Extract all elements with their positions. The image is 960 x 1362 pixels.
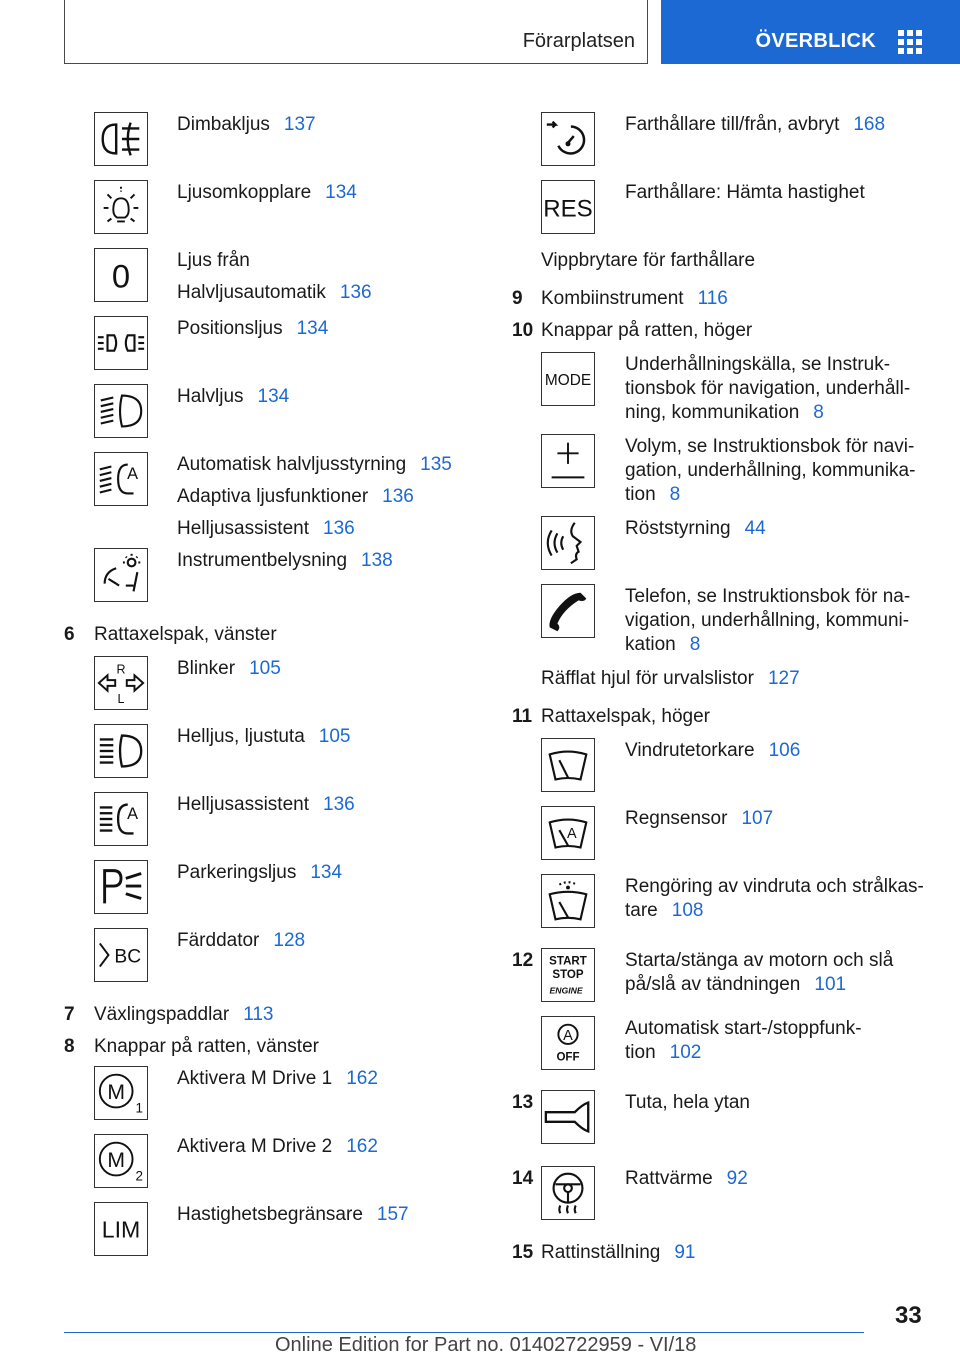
page-ref[interactable]: 113 — [243, 1004, 274, 1025]
page-ref[interactable]: 127 — [767, 668, 800, 689]
page-ref[interactable]: 134 — [257, 386, 290, 407]
page-ref[interactable]: 8 — [813, 402, 824, 423]
page-ref[interactable]: 162 — [346, 1136, 378, 1157]
entry-phone-l1: Telefon, se Instruktionsbok för na- — [625, 586, 911, 607]
high-beam-icon — [94, 724, 148, 778]
svg-text:A: A — [563, 1028, 573, 1045]
page-ref[interactable]: 157 — [376, 1204, 409, 1225]
page-ref[interactable]: 8 — [689, 634, 701, 655]
m-drive-2-icon — [94, 1134, 148, 1188]
page-ref[interactable]: 134 — [310, 862, 343, 883]
rain-sensor-icon — [541, 806, 595, 860]
svg-text:START: START — [549, 955, 587, 968]
entry-auto-start-stop-l2: tion 102 — [625, 1042, 702, 1063]
speed-limiter-icon — [94, 1202, 148, 1256]
section-title: Förarplatsen — [522, 30, 635, 52]
auto-start-stop-icon — [541, 1016, 595, 1070]
svg-text:RES: RES — [543, 195, 593, 223]
rear-fog-light-icon — [94, 112, 148, 166]
page-ref[interactable]: 168 — [853, 114, 886, 135]
entry-phone-l2: vigation, underhållning, kommuni- — [625, 610, 910, 631]
section-11-title: Rattaxelspak, höger — [541, 706, 710, 727]
entry-washer-l1: Rengöring av vindruta och strålkas- — [625, 876, 924, 897]
page-ref[interactable]: 105 — [249, 658, 281, 679]
section-8-title: Knappar på ratten, vänster — [94, 1036, 319, 1057]
auto-low-beam-icon — [94, 452, 148, 506]
voice-control-icon — [541, 516, 595, 570]
entry-mode-l1: Underhållningskälla, se Instruk- — [625, 354, 891, 375]
entry-volume-l3: tion 8 — [625, 484, 681, 505]
page-ref[interactable]: 136 — [339, 282, 372, 303]
instrument-lighting-icon — [94, 548, 148, 602]
section-10-title: Knappar på ratten, höger — [541, 320, 753, 341]
volume-icon — [541, 434, 595, 488]
entry-lights-off: Ljus från — [177, 250, 250, 271]
page-ref[interactable]: 91 — [674, 1242, 696, 1263]
entry-cruise-toggle: Farthållare till/från, avbryt 168 — [625, 114, 886, 135]
svg-text:OFF: OFF — [556, 1051, 580, 1064]
entry-m-drive-1: Aktivera M Drive 1 162 — [177, 1068, 378, 1089]
entry-rain-sensor: Regnsensor 107 — [625, 808, 774, 829]
page-ref[interactable]: 108 — [671, 900, 704, 921]
entry-washer-l2: tare 108 — [625, 900, 704, 921]
footer-divider — [64, 1332, 864, 1333]
svg-text:LIM: LIM — [101, 1216, 141, 1243]
section-9-title: Kombiinstrument 116 — [541, 288, 728, 309]
wiper-icon — [541, 738, 595, 792]
page-ref[interactable]: 101 — [814, 974, 847, 995]
header-section-box — [64, 0, 648, 64]
page-ref[interactable]: 44 — [744, 518, 766, 539]
entry-start-stop-l1: Starta/stänga av motorn och slå — [625, 950, 894, 971]
low-beam-icon — [94, 384, 148, 438]
start-stop-engine-icon — [541, 948, 595, 1002]
high-beam-assistant-icon — [94, 792, 148, 846]
cruise-rocker-text: Vippbrytare för farthållare — [541, 250, 756, 271]
section-number-6: 6 — [64, 624, 75, 645]
horn-icon — [541, 1090, 595, 1144]
section-number-7: 7 — [64, 1004, 75, 1025]
page-ref[interactable]: 138 — [361, 550, 393, 571]
section-number-13: 13 — [512, 1092, 534, 1113]
page-ref[interactable]: 106 — [768, 740, 801, 761]
page-ref[interactable]: 134 — [325, 182, 357, 203]
steering-wheel-heating-icon — [541, 1166, 595, 1220]
turn-signal-icon — [94, 656, 148, 710]
section-number-9: 9 — [512, 288, 523, 309]
cruise-control-icon — [541, 112, 595, 166]
svg-text:M: M — [107, 1148, 126, 1172]
section-15-title: Rattinställning 91 — [541, 1242, 696, 1263]
entry-auto-low-beam: Halvljusautomatik 136 — [177, 282, 372, 303]
footer-edition: Online Edition for Part no. 01402722959 - VI/18 — [275, 1334, 697, 1356]
section-number-12: 12 — [512, 950, 534, 971]
grid-menu-icon[interactable] — [898, 30, 922, 54]
entry-mode-l2: tionsbok för navigation, underhåll- — [625, 378, 911, 399]
entry-high-beam-assist: Helljusassistent 136 — [177, 518, 355, 539]
entry-volume-l2: gation, underhållning, kommunika- — [625, 460, 916, 481]
svg-text:R: R — [116, 662, 126, 677]
section-7-title: Växlingspaddlar 113 — [94, 1004, 274, 1025]
entry-resume-speed: Farthållare: Hämta hastighet — [625, 182, 865, 203]
entry-volume-l1: Volym, se Instruktionsbok för navi- — [625, 436, 915, 457]
entry-phone-l3: kation 8 — [625, 634, 701, 655]
section-number-15: 15 — [512, 1242, 534, 1263]
entry-steering-heating: Rattvärme 92 — [625, 1168, 748, 1189]
entry-start-stop-l2: på/slå av tändningen 101 — [625, 974, 847, 995]
entry-light-switch: Ljusomkopplare 134 — [177, 182, 357, 203]
svg-text:L: L — [117, 692, 125, 707]
page-ref[interactable]: 102 — [669, 1042, 702, 1063]
svg-text:A: A — [127, 465, 139, 483]
page-ref[interactable]: 92 — [726, 1168, 748, 1189]
svg-text:BC: BC — [114, 946, 142, 968]
entry-low-beam: Halvljus 134 — [177, 386, 290, 407]
light-switch-icon — [94, 180, 148, 234]
lights-off-icon — [94, 248, 148, 302]
entry-voice-control: Röststyrning 44 — [625, 518, 766, 539]
page-ref[interactable]: 134 — [296, 318, 329, 339]
svg-text:A: A — [127, 805, 139, 823]
section-number-8: 8 — [64, 1036, 75, 1057]
section-number-10: 10 — [512, 320, 534, 341]
page-ref[interactable]: 105 — [318, 726, 351, 747]
mode-button-icon — [541, 352, 595, 406]
svg-text:A: A — [567, 825, 577, 842]
entry-high-beam: Helljus, ljustuta 105 — [177, 726, 351, 747]
page-ref[interactable]: 136 — [382, 486, 414, 507]
knurled-wheel-text: Räfflat hjul för urvalslistor 127 — [541, 668, 800, 689]
entry-position-light: Positionsljus 134 — [177, 318, 329, 339]
chapter-tab[interactable] — [661, 0, 960, 64]
svg-text:0: 0 — [111, 257, 131, 295]
entry-turn-signal: Blinker 105 — [177, 658, 281, 679]
svg-text:ENGINE: ENGINE — [549, 985, 583, 996]
washer-icon — [541, 874, 595, 928]
section-6-title: Rattaxelspak, vänster — [94, 624, 277, 645]
section-number-11: 11 — [512, 706, 533, 727]
entry-mode-l3: ning, kommunikation 8 — [625, 402, 824, 423]
trip-computer-icon — [94, 928, 148, 982]
entry-m-drive-2: Aktivera M Drive 2 162 — [177, 1136, 378, 1157]
page-ref[interactable]: 136 — [323, 518, 355, 539]
entry-speed-limiter: Hastighetsbegränsare 157 — [177, 1204, 409, 1225]
entry-high-beam-assistant: Helljusassistent 136 — [177, 794, 355, 815]
parking-light-icon — [94, 860, 148, 914]
entry-parking-light: Parkeringsljus 134 — [177, 862, 343, 883]
resume-speed-icon — [541, 180, 595, 234]
entry-horn: Tuta, hela ytan — [625, 1092, 750, 1113]
page-ref[interactable]: 8 — [669, 484, 681, 505]
svg-text:M: M — [107, 1080, 126, 1104]
page-ref[interactable]: 128 — [273, 930, 306, 951]
entry-rear-fog: Dimbakljus 137 — [177, 114, 316, 135]
svg-text:STOP: STOP — [552, 968, 584, 981]
svg-text:1: 1 — [135, 1100, 144, 1116]
entry-wiper: Vindrutetorkare 106 — [625, 740, 801, 761]
page-ref[interactable]: 137 — [283, 114, 316, 135]
entry-auto-low-beam-control: Automatisk halvljusstyrning 135 — [177, 454, 452, 475]
chapter-title: ÖVERBLICK — [755, 30, 876, 52]
page-number: 33 — [895, 1302, 922, 1329]
page-ref[interactable]: 135 — [420, 454, 452, 475]
phone-icon — [541, 584, 595, 638]
svg-text:MODE: MODE — [544, 371, 592, 389]
page-ref[interactable]: 107 — [741, 808, 774, 829]
m-drive-1-icon — [94, 1066, 148, 1120]
section-number-14: 14 — [512, 1168, 534, 1189]
entry-adaptive-light: Adaptiva ljusfunktioner 136 — [177, 486, 414, 507]
page-ref[interactable]: 162 — [346, 1068, 378, 1089]
page-ref[interactable]: 136 — [323, 794, 355, 815]
page-ref[interactable]: 116 — [697, 288, 728, 309]
svg-text:2: 2 — [135, 1168, 144, 1184]
entry-instrument-lighting: Instrumentbelysning 138 — [177, 550, 393, 571]
position-light-icon — [94, 316, 148, 370]
entry-trip-computer: Färddator 128 — [177, 930, 306, 951]
entry-auto-start-stop-l1: Automatisk start-/stoppfunk- — [625, 1018, 862, 1039]
